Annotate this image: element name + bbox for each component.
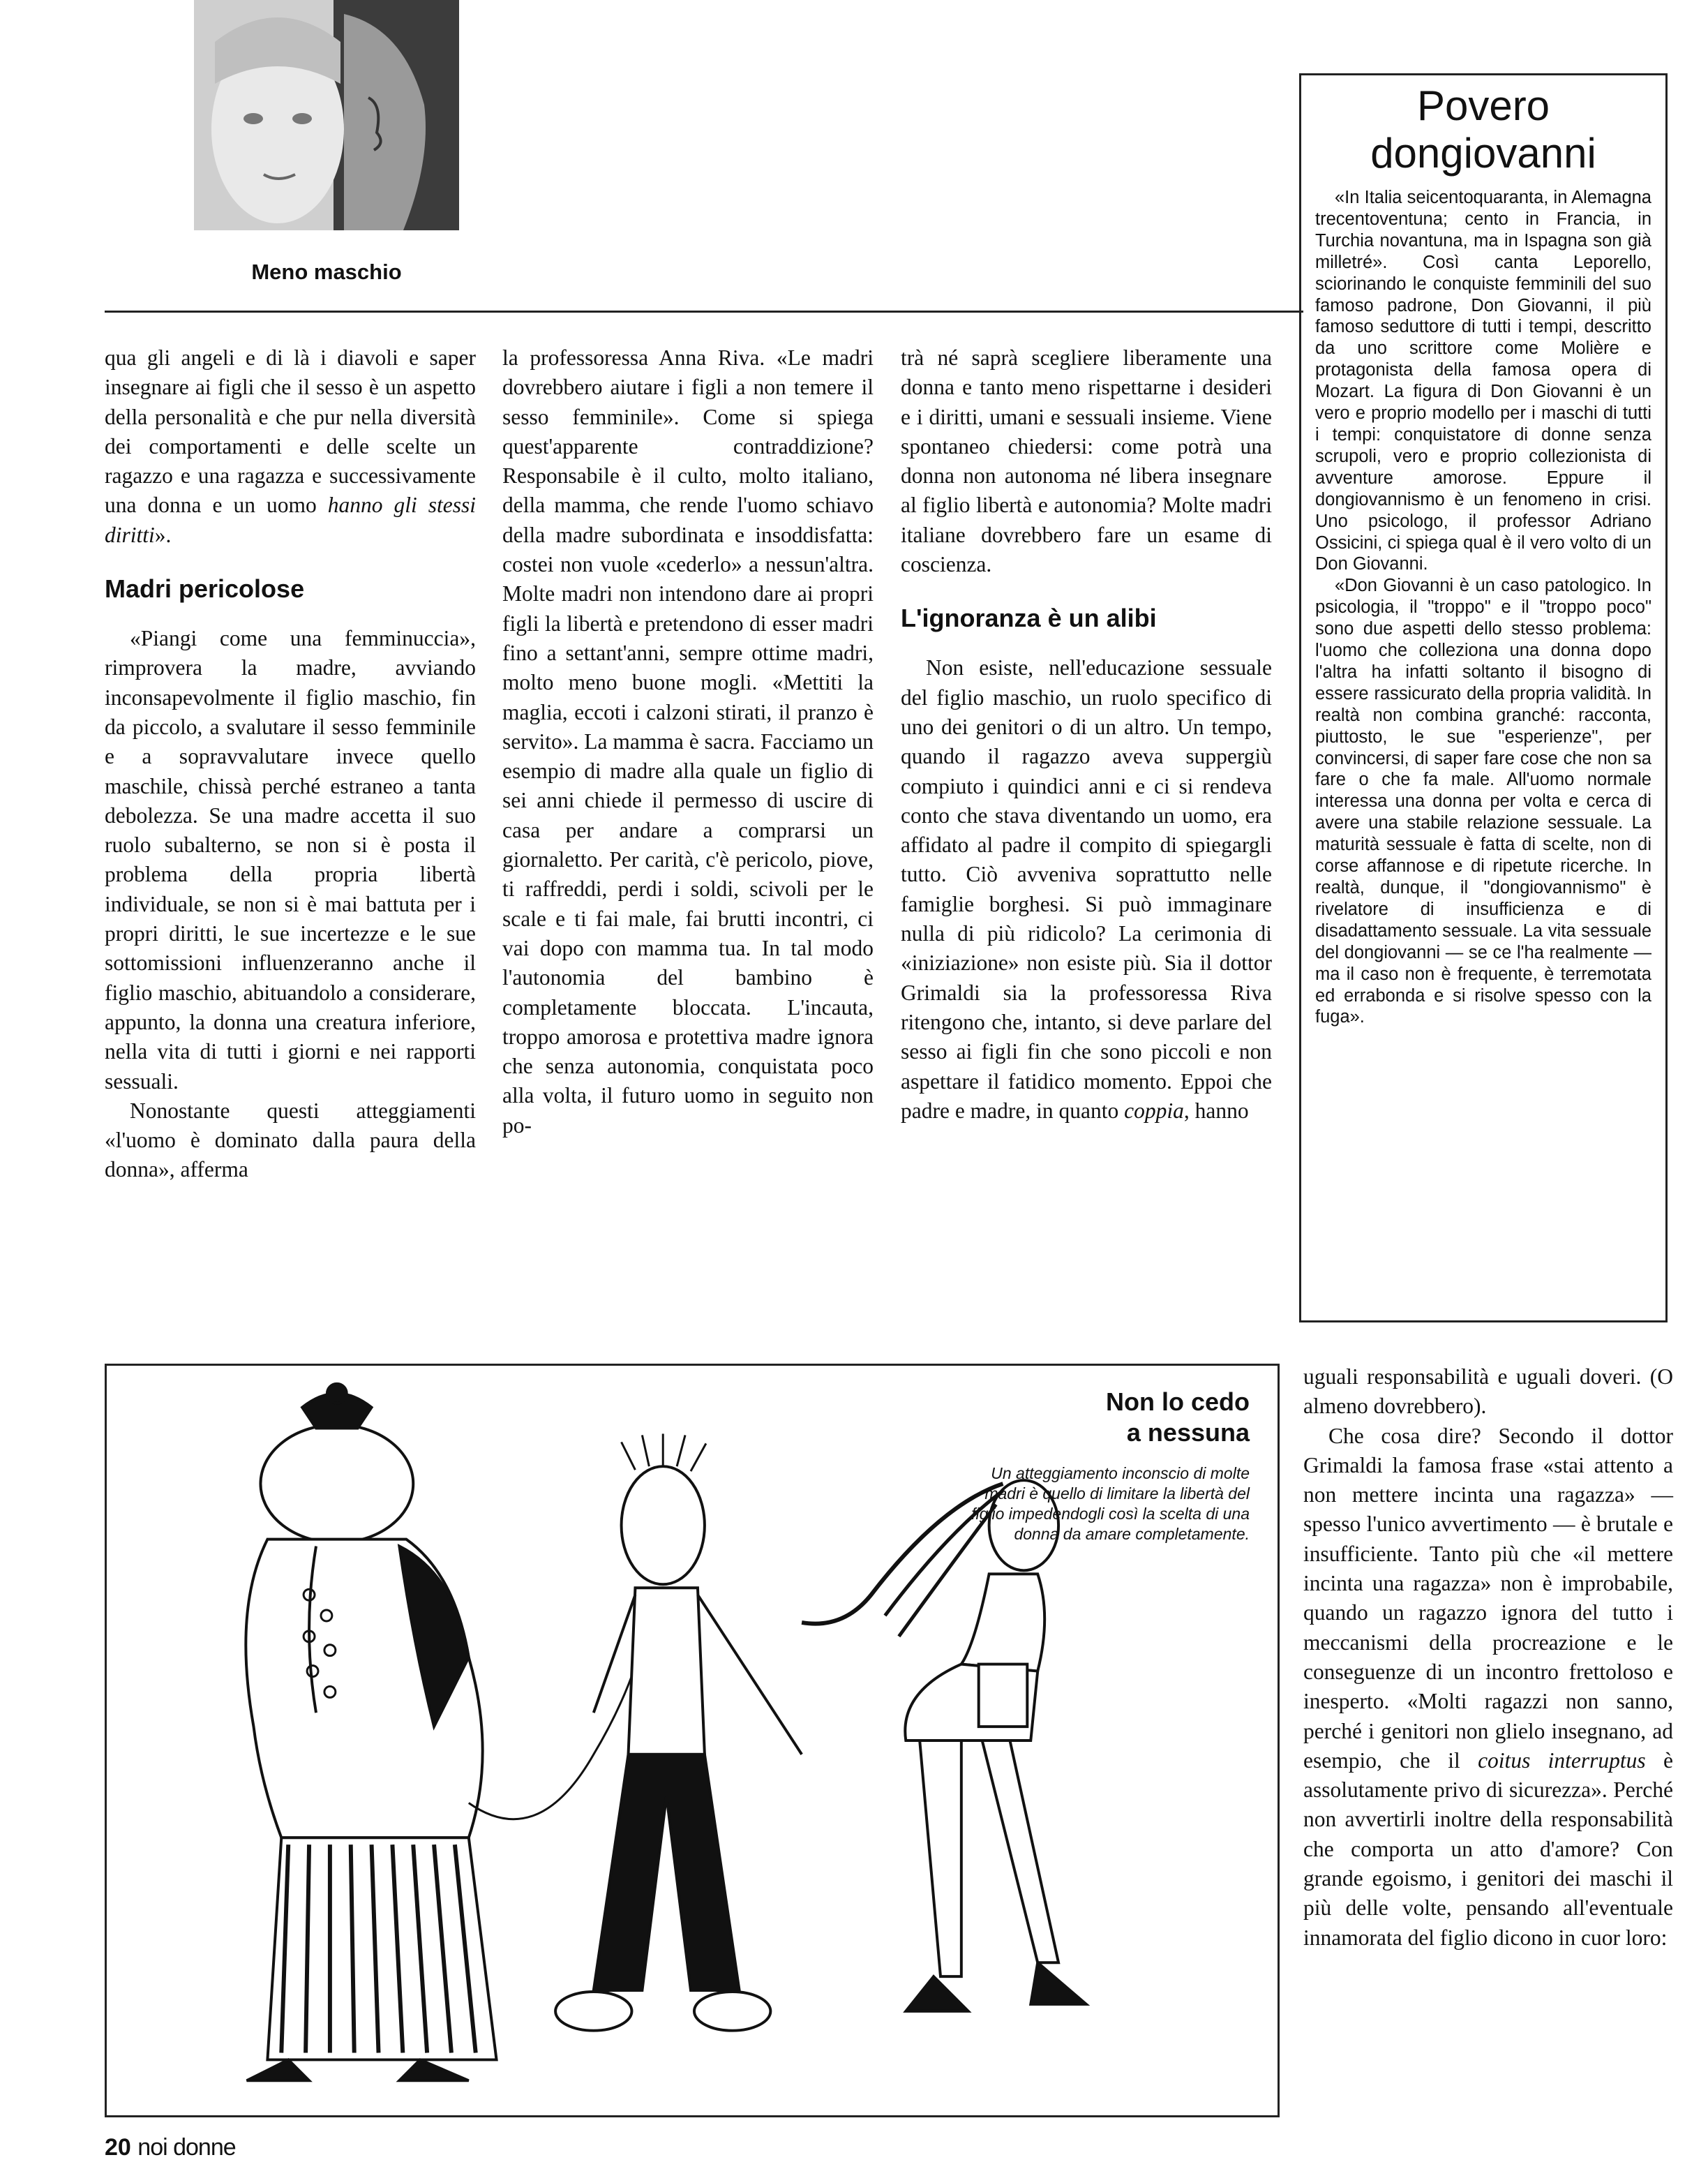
article-column-3	[901, 343, 1272, 1126]
cartoon-box	[105, 1364, 1280, 2117]
section-heading-madri-pericolose: Madri pericolose	[105, 574, 305, 604]
paragraph: qua gli angeli e di là i diavoli e saper insegnare ai figli che il sesso è un aspetto della personalità e che pur nella diversità dei comportamenti e delle scelte un ragazzo e una ragazza e successivamente una donna e un uomo hanno gli stessi diritti».	[105, 345, 476, 547]
paragraph: Nonostante questi atteggiamenti «l'uomo è dominato dalla paura della donna», afferma	[105, 1098, 476, 1182]
page-number: 20	[105, 2134, 131, 2161]
paragraph: Che cosa dire? Secondo il dottor Grimaldi la famosa frase «stai attento a non mettere incinta una ragazza» — spesso l'unico avvertimento — è brutale e insufficiente. Tanto più che «il mettere incinta una ragazza» non è improbabile, quando un ragazzo ignora del tutto i meccanismi della procreazione e le conseguenze di un incontro frettoloso e inesperto. «Molti ragazzi non sanno, perché i genitori non glielo insegnano, ad esempio, che il coitus interruptus è assolutamente privo di sicurezza». Perché non avvertirli inoltre della responsabilità che comporta un atto d'amore? Con grande egoismo, i genitori dei maschi il più delle volte, pensando all'eventuale innamorata del figlio dicono in cuor loro:	[1303, 1423, 1673, 1950]
section-heading-ignoranza: L'ignoranza è un alibi	[901, 604, 1157, 633]
sidebar-box-povero-dongiovanni	[1299, 73, 1668, 1322]
sidebar-title: Povero dongiovanni	[1370, 82, 1596, 177]
article-column-4	[1303, 1362, 1673, 1953]
paragraph: «Don Giovanni è un caso patologico. In psicologia, il "troppo" e il "troppo poco" sono due aspetti dello stesso problema: l'uomo che colleziona una donna dopo l'altra ha infatti soltanto il bisogno di essere rassicurato della propria validità. In realtà non combina granché: racconta, piuttosto, le sue "esperienze", per convincersi, di saper fare cose che non sa fare o che fa male. All'uomo normale interessa una donna per volta e cerca di avere una stabile relazione sessuale. La maturità sessuale è fatta di scelte, non di corse affannose e di ripetute ricerche. In realtà, dunque, il "dongiovannismo" è rivelatore di insufficienza e di disadattamento sessuale. La vita sessuale del dongiovanni — se ce l'ha realmente — ma il caso non è frequente, è terremotata ed errabonda e si risolve spesso con la fuga».	[1315, 576, 1651, 1027]
sidebar-text	[1315, 187, 1651, 1028]
magazine-name: noi donne	[137, 2134, 236, 2161]
article-column-1	[105, 343, 476, 1185]
paragraph: «In Italia seicentoquaranta, in Alemagna trecentoventuna; cento in Francia, in Turchia novantuna, ma in Ispagna son già milletré». Così canta Leporello, sciorinando le conquiste femminili del suo famoso padrone, Don Giovanni, il più famoso seduttore di tutti i tempi, descritto da uno scrittore come Molière e protagonista della famosa opera di Mozart. La figura di Don Giovanni è un vero e proprio modello per i maschi di tutti i tempi: conquistatore di donne senza scrupoli, vero e proprio collezionista di avventure amorose. Eppure il dongiovannismo è un fenomeno in crisi. Uno psicologo, il professor Adriano Ossicini, ci spiega qual è il vero volto di un Don Giovanni.	[1315, 188, 1651, 574]
cartoon-caption: Un atteggiamento inconscio di molte madri è quello di limitare la libertà del figlio impedendogli così la scelta di una donna da amare completamente.	[971, 1464, 1250, 1543]
photo-caption: Meno maschio	[251, 260, 402, 284]
page-footer	[105, 2134, 236, 2161]
article-column-2	[502, 343, 874, 1140]
paragraph: uguali responsabilità e uguali doveri. (O almeno dovrebbero).	[1303, 1364, 1673, 1419]
paragraph: la professoressa Anna Riva. «Le madri dovrebbero aiutare i figli a non temere il sesso femminile». Come si spiega quest'apparente contraddizione? Responsabile è il culto, molto italiano, della mamma, che rende l'uomo schiavo della madre subordinata e insoddisfatta: costei non vuole «cederlo» a nessun'altra. Molte madri non intendono dare ai propri figli la libertà e pretendono di esser madri fino a settant'anni, sempre ottime madri, molto meno buone mogli. «Mettiti la maglia, eccoti i calzoni stirati, il pranzo è servito». La mamma è sacra. Facciamo un esempio di madre alla quale un figlio di sei anni chiede il permesso di uscire di casa per andare a comprarsi un giornaletto. Per carità, c'è pericolo, piove, ti raffreddi, perdi i soldi, scivoli per le scale e ti fai male, fai brutti incontri, ci vai dopo con mamma tua. In tal modo l'autonomia del bambino è completamente bloccata. L'incauta, troppo amorosa e protettiva madre ignora che senza autonomia, conquistata poco alla volta, il futuro uomo in seguito non po-	[502, 345, 874, 1138]
cartoon-title: Non lo cedo a nessuna	[1106, 1387, 1250, 1447]
paragraph: «Piangi come una femminuccia», rimprovera la madre, avviando inconsapevolmente il figlio maschio, fin da piccolo, a svalutare il sesso femminile e a sopravvalutare invece quello maschile, chissà perché estraneo a tanta debolezza. Se una madre accetta il suo ruolo subalterno, se non si è posta il problema della propria libertà individuale, se non si è mai battuta per i propri diritti, le sue incertezze e le sue sottomissioni influenzeranno anche il figlio maschio, abituandolo a considerare, appunto, la donna una creatura inferiore, nella vita di tutti i giorni e nei rapporti sessuali.	[105, 626, 476, 1094]
paragraph: Non esiste, nell'educazione sessuale del figlio maschio, un ruolo specifico di uno dei genitori o di un altro. Un tempo, quando il ragazzo aveva suppergiù compiuto i quindici anni e ci si rendeva conto che stava diventando un uomo, era affidato al padre il compito di spiegargli tutto. Ciò avveniva soprattutto nelle famiglie borghesi. Si può immaginare nulla di più ridicolo? La cerimonia di «iniziazione» non esiste più. Sia il dottor Grimaldi sia la professoressa Riva ritengono che, intanto, si deve parlare del sesso ai figli fin che sono piccoli e non aspettare il fatidico momento. Eppoi che padre e madre, in quanto coppia, hanno	[901, 655, 1272, 1123]
portrait-photo	[194, 0, 459, 230]
portrait-photo-icon	[194, 0, 459, 230]
top-divider	[105, 311, 1303, 313]
paragraph: trà né saprà scegliere liberamente una donna e tanto meno rispettarne i desideri e i diritti, umani e sessuali insieme. Viene spontaneo chiedersi: come potrà una donna non autonoma né libera insegnare al figlio libertà e autonomia? Molte madri italiane dovrebbero fare un esame di coscienza.	[901, 345, 1272, 577]
